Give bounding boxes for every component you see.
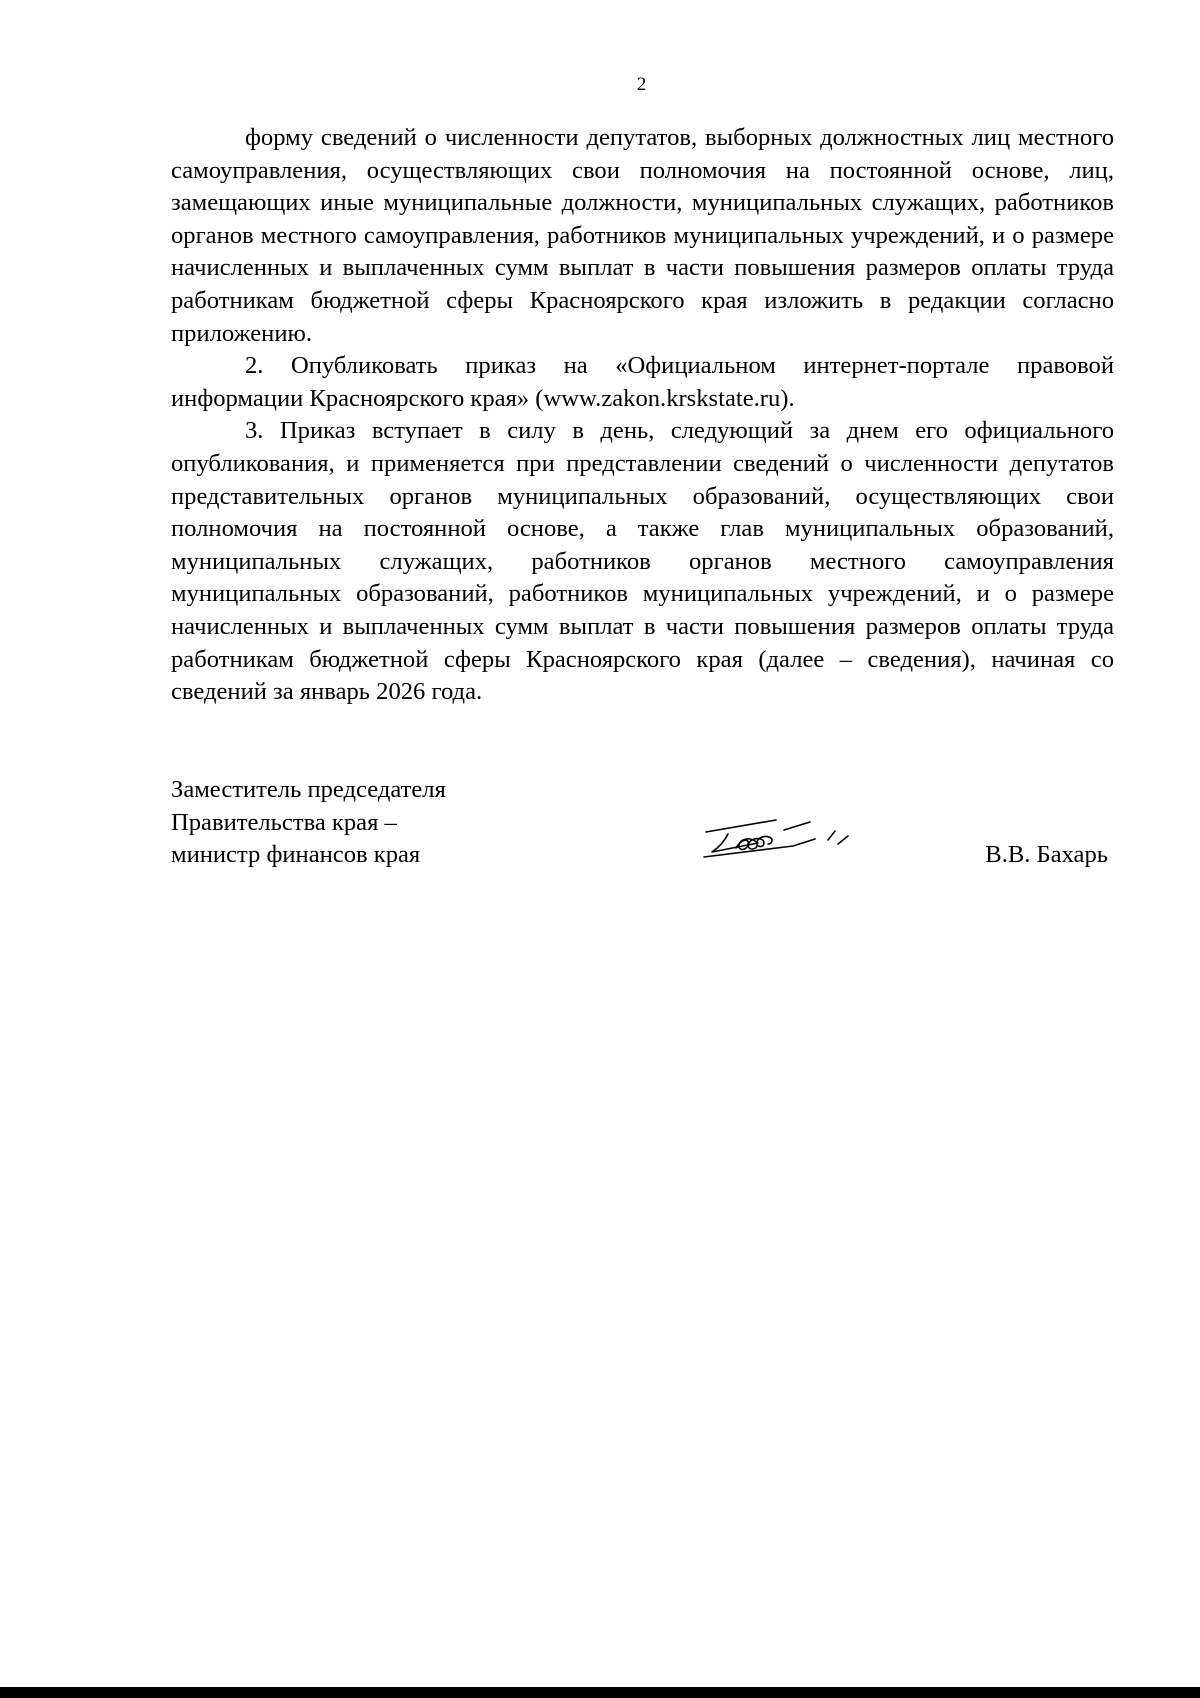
body-paragraph-1: форму сведений о численности депутатов, выборных должностных лиц местного самоуправления, осуществляющих свои полномочия на постоянной основе, лиц, замещающих иные муниципальные должности, муниципальных служащих, работников органов местного самоуправления, работников муниципальных учреждений, и о размере начисленных и выплаченных сумм выплат в части повышения размеров оплаты труда работникам бюджетной сферы Красноярского края изложить в редакции согласно приложению. <box>171 124 1114 347</box>
body-paragraph-3: 3. Приказ вступает в силу в день, следующий за днем его официального опубликования, и применяется при представлении сведений о численности депутатов представительных органов муниципальных образований, осуществляющих свои полномочия на постоянной основе, а также глав муниципальных образований, муниципальных служащих, работников органов местного самоуправления муниципальных образований, работников муниципальных учреждений, и о размере начисленных и выплаченных сумм выплат в части повышения размеров оплаты труда работникам бюджетной сферы Красноярского края (далее – сведения), начиная со сведений за январь 2026 года. <box>171 417 1114 706</box>
signatory-title-line-1: Заместитель председателя <box>171 776 446 803</box>
signatory-title-line-3: министр финансов края <box>171 841 421 869</box>
document-body <box>171 122 1114 709</box>
signatory-title <box>171 774 571 872</box>
handwritten-signature <box>698 796 873 866</box>
page-number: 2 <box>636 74 647 95</box>
signatory-title-line-2: Правительства края – <box>171 808 397 836</box>
scan-bottom-edge <box>0 1687 1200 1698</box>
signature-block <box>171 774 1114 884</box>
signatory-name: В.В. Бахарь <box>985 841 1108 868</box>
body-paragraph-2: 2. Опубликовать приказ на «Официальном интернет-портале правовой информации Красноярского края» (www.zakon.krskstate.ru). <box>171 352 1114 412</box>
